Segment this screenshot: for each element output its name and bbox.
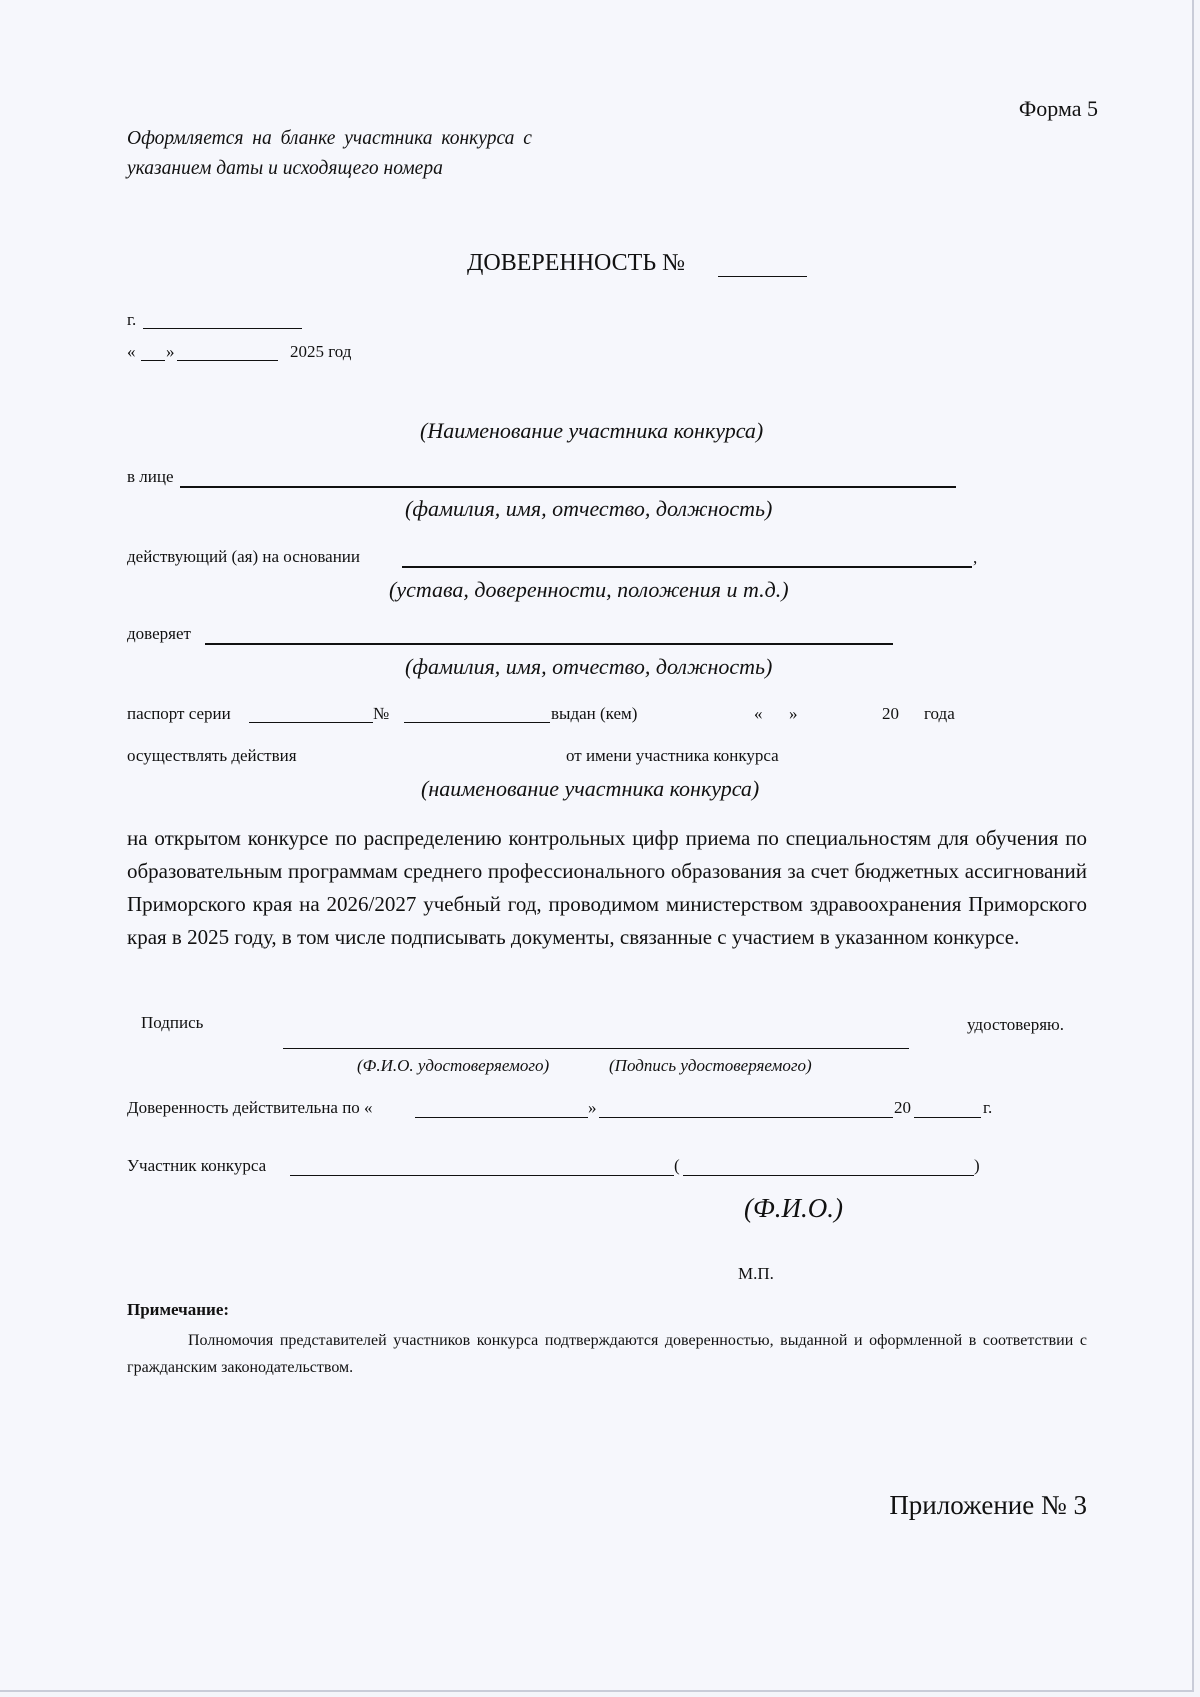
participant-sign-label: Участник конкурса xyxy=(127,1156,267,1175)
actions-label: осуществлять действия xyxy=(127,746,297,765)
signature-certify: удостоверяю. xyxy=(967,1015,1064,1034)
passport-number-label: № xyxy=(373,704,390,723)
document-title: ДОВЕРЕННОСТЬ № xyxy=(467,250,686,276)
basis-blank xyxy=(402,566,972,568)
signature-label: Подпись xyxy=(141,1013,204,1032)
signature-caption-fio: (Ф.И.О. удостоверяемого) xyxy=(357,1056,550,1075)
fio-caption-2: (фамилия, имя, отчество, должность) xyxy=(405,654,773,679)
city-prefix: г. xyxy=(127,310,137,329)
basis-comma: , xyxy=(973,548,978,567)
basis-caption: (устава, доверенности, положения и т.д.) xyxy=(389,577,789,602)
title-number-blank xyxy=(718,276,807,277)
passport-series-label: паспорт серии xyxy=(127,704,231,723)
passport-series-blank xyxy=(249,722,373,723)
basis-label: действующий (ая) на основании xyxy=(127,547,360,566)
header-note-line-2: указанием даты и исходящего номера xyxy=(127,158,443,179)
stamp-label: М.П. xyxy=(738,1264,774,1283)
validity-year-suffix: г. xyxy=(983,1098,993,1117)
participant-fio-caption: (Ф.И.О.) xyxy=(744,1193,843,1223)
trusts-label: доверяет xyxy=(127,624,191,643)
validity-day-blank xyxy=(415,1117,588,1118)
note-body: Полномочия представителей участников конкурса подтверждаются доверенностью, выданной и оформленной в соответствии с гражданским законодательством. xyxy=(127,1332,1087,1376)
validity-month-blank xyxy=(599,1117,893,1118)
city-blank xyxy=(143,328,302,329)
passport-years-word: года xyxy=(924,704,955,723)
date-month-blank xyxy=(177,360,278,361)
date-day-blank xyxy=(141,360,165,361)
passport-number-blank xyxy=(404,722,550,723)
passport-issued-label: выдан (кем) xyxy=(551,704,638,723)
actions-caption: (наименование участника конкурса) xyxy=(421,776,760,801)
participant-sign-blank xyxy=(290,1175,674,1176)
participant-fio-blank xyxy=(683,1175,974,1176)
actions-on-behalf: от имени участника конкурса xyxy=(566,746,779,765)
validity-label: Доверенность действительна по « xyxy=(127,1098,373,1117)
trusts-blank xyxy=(205,643,893,645)
participant-name-caption: (Наименование участника конкурса) xyxy=(420,418,764,443)
date-year: 2025 год xyxy=(290,342,352,361)
participant-paren-close: ) xyxy=(974,1156,980,1175)
v-litse-blank xyxy=(180,486,956,488)
form-label: Форма 5 xyxy=(1018,96,1098,121)
validity-year-blank xyxy=(914,1117,981,1118)
validity-quote-close: » xyxy=(588,1098,597,1117)
signature-blank xyxy=(283,1048,909,1049)
note-heading: Примечание: xyxy=(127,1300,230,1319)
main-paragraph: на открытом конкурсе по распределению контрольных цифр приема по специальностям для обучения по образовательным программам среднего профессионального образования за счет бюджетных ассигнований Приморского края на 2026/2027 учебный год, проводимом министерством здравоохранения Приморского края в 2025 году, в том числе подписывать документы, связанные с участием в указанном конкурсе. xyxy=(127,826,1087,949)
v-litse-label: в лице xyxy=(127,467,174,486)
appendix-label: Приложение № 3 xyxy=(889,1490,1087,1520)
signature-caption-sign: (Подпись удостоверяемого) xyxy=(609,1056,812,1075)
passport-quote-open: « xyxy=(754,704,763,723)
date-quote-open: « xyxy=(127,342,136,361)
fio-caption-1: (фамилия, имя, отчество, должность) xyxy=(405,496,773,521)
date-quote-close: » xyxy=(166,342,175,361)
validity-century: 20 xyxy=(894,1098,911,1117)
passport-quote-close: » xyxy=(789,704,798,723)
header-note-line-1: Оформляется на бланке участника конкурса с xyxy=(127,128,532,149)
participant-paren-open: ( xyxy=(674,1156,680,1175)
passport-century: 20 xyxy=(882,704,899,723)
